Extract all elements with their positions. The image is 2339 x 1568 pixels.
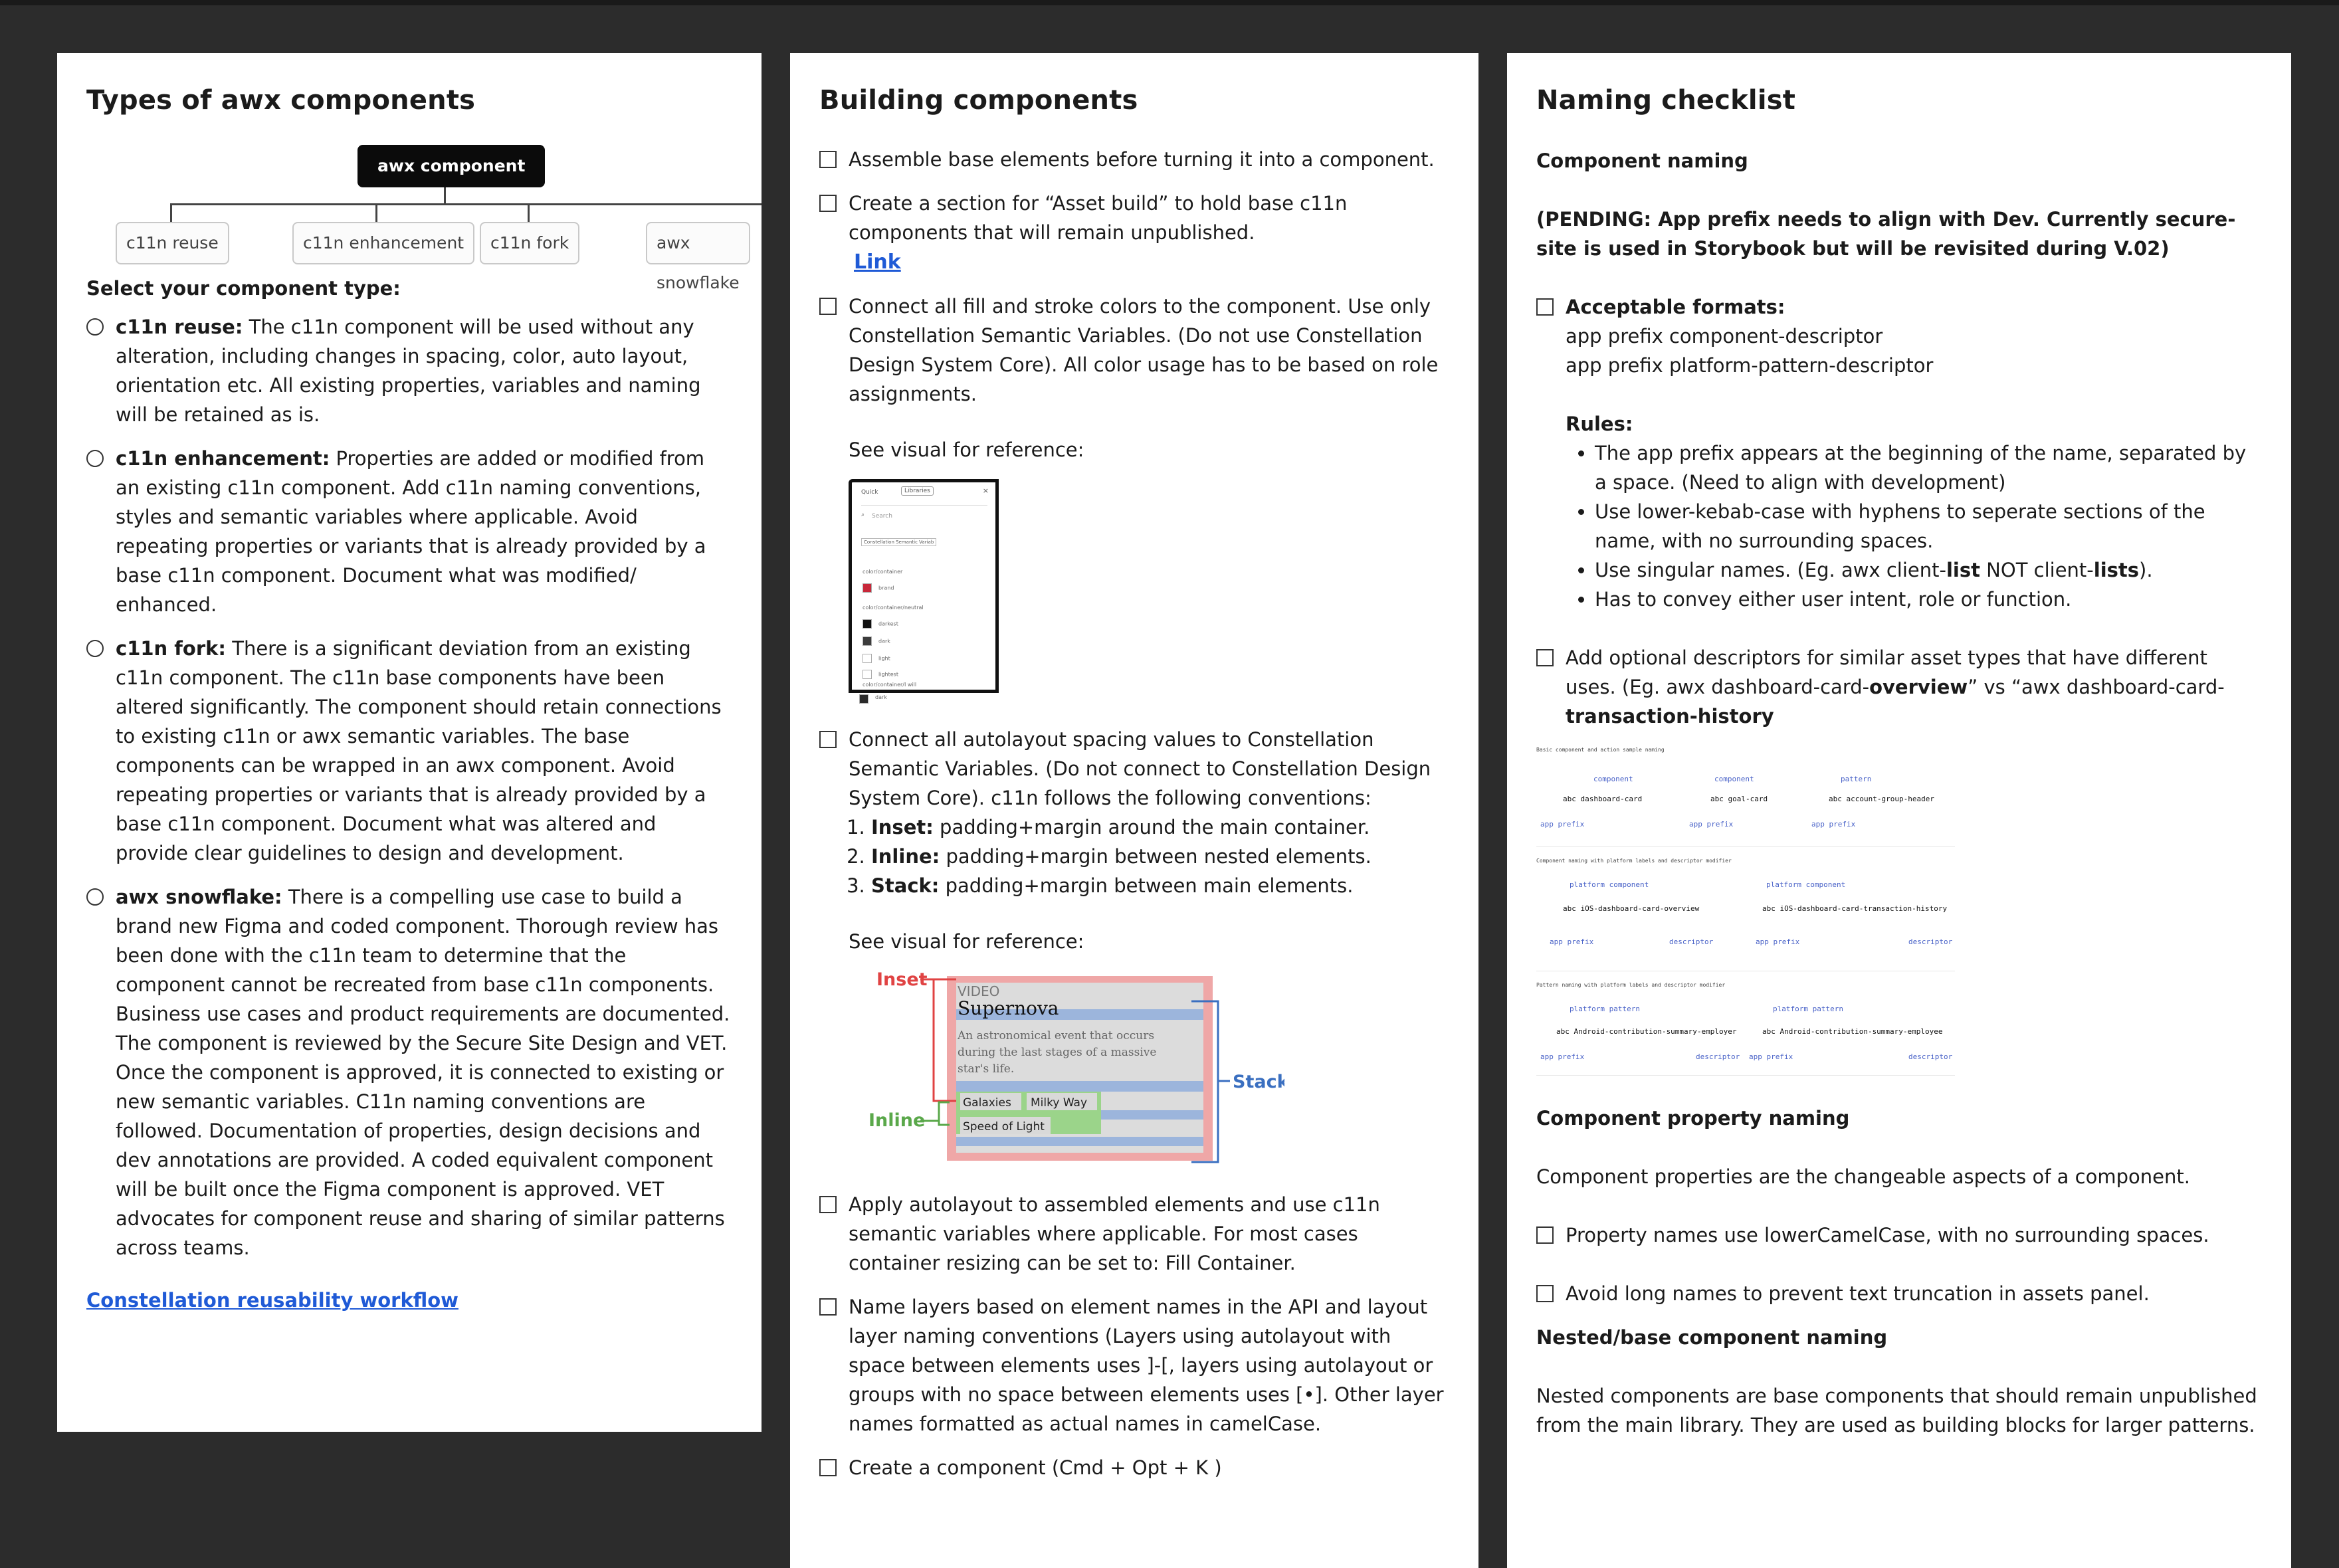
option-text: There is a compelling use case to build a brand new Figma and coded component. Thorough review has been done with the c11n team to determine that the component cannot be recreated from base c11n components. Business use cases and product requirements are documented. The component is reviewed by the Secure Site Design and VET. Once the component is approved, it is connected to existing or new semantic variables. C11n naming conventions are followed. Documentation of properties, design decisions and dev annotations are provided. A coded equivalent component will be built once the Figma component is approved. VET advocates for component reuse and sharing of similar patterns across teams. bbox=[116, 886, 730, 1259]
checklist-item bbox=[819, 145, 1449, 174]
top-bar bbox=[0, 0, 2339, 5]
swatch-name: dark bbox=[875, 694, 887, 700]
see-visual-label: See visual for reference: bbox=[849, 439, 1084, 461]
tree-root-awx-component: awx component bbox=[357, 145, 545, 187]
search-icon: ⌕ bbox=[861, 512, 865, 518]
naming-example-platform: Component naming with platform labels and descriptor modifier platform component platform component abc iOS-dashboard-card-overview abc iOS-dashboard-card-transaction-history app prefix descriptor app prefix descriptor bbox=[1536, 858, 1955, 971]
vars-swatch-row bbox=[863, 637, 890, 646]
checklist-text: Create a component (Cmd + Opt + K ) bbox=[849, 1456, 1222, 1479]
checklist-text: Apply autolayout to assembled elements and use c11n semantic variables where applicable. For most cases container resizing can be set to: Fill Container. bbox=[849, 1193, 1380, 1274]
option-text: The c11n component will be used without any alteration, including changes in spacing, color, auto layout, orientation etc. All existing properties, variables and naming will be retained as is. bbox=[116, 316, 701, 426]
checklist-item bbox=[1536, 1221, 2262, 1250]
panel-title: Building components bbox=[819, 85, 1138, 116]
option-label: c11n reuse: bbox=[116, 316, 243, 338]
checklist-item-formats bbox=[1536, 292, 2262, 614]
format-example: app prefix component-descriptor bbox=[1566, 325, 1883, 347]
checkbox[interactable] bbox=[819, 1459, 837, 1476]
checklist-text: Avoid long names to prevent text truncation in assets panel. bbox=[1566, 1282, 2150, 1305]
swatch-name: lightest bbox=[878, 671, 898, 678]
checkbox[interactable] bbox=[1536, 1285, 1554, 1302]
vars-swatch-row bbox=[863, 654, 890, 663]
tree-node-c11n-fork: c11n fork bbox=[480, 222, 579, 264]
radio-button[interactable] bbox=[86, 640, 104, 657]
pending-note: (PENDING: App prefix needs to align with Dev. Currently secure-site is used in Storybook but will be revisited during V.02) bbox=[1536, 208, 2236, 260]
types-of-components-panel bbox=[57, 53, 762, 1432]
rule-item: • The app prefix appears at the beginning of the name, separated by a space. (Need to align with development) bbox=[1595, 439, 2262, 497]
option-c11n-reuse[interactable] bbox=[86, 312, 732, 429]
format-example: app prefix platform-pattern-descriptor bbox=[1566, 354, 1934, 377]
card-body-line: star's life. bbox=[958, 1062, 1015, 1076]
radio-button[interactable] bbox=[86, 450, 104, 467]
stack-gap bbox=[956, 1137, 1203, 1146]
radio-button[interactable] bbox=[86, 318, 104, 336]
option-awx-snowflake[interactable] bbox=[86, 882, 732, 1262]
card-heading: Supernova bbox=[958, 997, 1059, 1019]
option-text: There is a significant deviation from an existing c11n component. The c11n base components have been altered significantly. The component should retain connections to existing c11n or awx semantic variables. The base components can be wrapped in an awx component. Avoid repeating properties or variants that is already provided by a base c11n component. Document what was altered and provide clear guidelines to design and development. bbox=[116, 637, 722, 864]
swatch bbox=[863, 637, 872, 646]
checklist-text: Create a section for “Asset build” to hold base c11n components that will remain unpublished. bbox=[849, 192, 1348, 244]
checkbox[interactable] bbox=[819, 1196, 837, 1213]
swatch-name: dark bbox=[878, 638, 890, 644]
vars-swatch-row bbox=[849, 693, 999, 706]
swatch bbox=[859, 694, 868, 704]
variables-panel-thumbnail bbox=[849, 479, 999, 693]
tag-label: Milky Way bbox=[1031, 1096, 1088, 1110]
vars-swatch-row bbox=[863, 619, 898, 629]
panel-title: Types of awx components bbox=[86, 85, 476, 116]
constellation-workflow-link[interactable]: Constellation reusability workflow bbox=[86, 1289, 458, 1312]
vars-group: color/container/neutral bbox=[863, 605, 924, 611]
checkbox[interactable] bbox=[819, 151, 837, 168]
section-component-naming: Component naming bbox=[1536, 149, 1748, 172]
convention-inset: 1. Inset: padding+margin around the main container. bbox=[871, 813, 1449, 842]
swatch-name: darkest bbox=[878, 621, 898, 627]
card-overline: VIDEO bbox=[958, 983, 1000, 999]
spacing-diagram bbox=[819, 971, 1284, 1177]
card-body-line: An astronomical event that occurs bbox=[958, 1029, 1155, 1042]
tree-connector bbox=[170, 203, 762, 205]
swatch bbox=[863, 670, 872, 679]
checklist-text: Connect all autolayout spacing values to Constellation Semantic Variables. (Do not connect to Constellation Design System Core). c11n follows the following conventions: bbox=[849, 728, 1431, 809]
vars-tab-libraries: Libraries bbox=[901, 486, 934, 496]
tree-connector bbox=[375, 203, 377, 222]
checklist-item bbox=[819, 1190, 1449, 1278]
checkbox[interactable] bbox=[819, 1298, 837, 1316]
naming-checklist-panel bbox=[1507, 53, 2291, 1568]
checkbox[interactable] bbox=[819, 195, 837, 212]
checkbox[interactable] bbox=[819, 731, 837, 748]
naming-example-basic: Basic component and action sample naming component component pattern abc dashboard-card abc goal-card abc account-group-header app prefix app prefix app prefix bbox=[1536, 747, 1955, 847]
checklist-item bbox=[819, 1292, 1449, 1438]
swatch bbox=[863, 654, 872, 663]
tree-connector bbox=[444, 187, 446, 203]
checklist-item bbox=[819, 1453, 1449, 1482]
divider bbox=[861, 505, 987, 506]
panel-title: Naming checklist bbox=[1536, 85, 1796, 116]
property-description: Component properties are the changeable aspects of a component. bbox=[1536, 1165, 2190, 1188]
close-icon: × bbox=[982, 486, 989, 495]
building-components-panel bbox=[790, 53, 1478, 1568]
formats-label: Acceptable formats: bbox=[1566, 296, 1785, 318]
asset-build-link[interactable]: Link bbox=[854, 250, 901, 274]
stack-label: Stack bbox=[1233, 1072, 1284, 1092]
swatch-name: brand bbox=[878, 585, 894, 591]
swatch bbox=[863, 583, 872, 593]
inset-label: Inset bbox=[876, 971, 928, 990]
checklist-text: Connect all fill and stroke colors to the component. Use only Constellation Semantic Variables. (Do not use Constellation Design System Core). All color usage has to be based on role assignments. bbox=[849, 295, 1439, 405]
rules-label: Rules: bbox=[1566, 413, 1633, 435]
spacing-conventions-list bbox=[849, 813, 1449, 900]
vars-swatch-row bbox=[863, 670, 898, 679]
tree-connector bbox=[170, 203, 172, 222]
checkbox[interactable] bbox=[1536, 298, 1554, 316]
naming-examples bbox=[1536, 747, 2262, 1076]
inline-label: Inline bbox=[868, 1110, 926, 1131]
section-nested-naming: Nested/base component naming bbox=[1536, 1326, 1888, 1349]
checklist-item bbox=[1536, 1279, 2262, 1308]
card-body-line: during the last stages of a massive bbox=[958, 1046, 1157, 1059]
stack-gap bbox=[956, 1081, 1203, 1092]
rules-list bbox=[1566, 439, 2262, 614]
checklist-text: Name layers based on element names in the API and layout layer naming conventions (Layers using autolayout with space between elements uses ]-[, layers using autolayout or groups with no space between elements uses [•]. Other layer names formatted as actual names in camelCase. bbox=[849, 1296, 1444, 1435]
checkbox[interactable] bbox=[1536, 649, 1554, 666]
see-visual-label: See visual for reference: bbox=[849, 930, 1084, 953]
checkbox[interactable] bbox=[1536, 1226, 1554, 1244]
convention-stack: 3. Stack: padding+margin between main elements. bbox=[871, 871, 1449, 900]
option-label: c11n fork: bbox=[116, 637, 227, 660]
option-label: awx snowflake: bbox=[116, 886, 282, 908]
vars-dropdown: Constellation Semantic Variab bbox=[861, 538, 936, 546]
option-c11n-fork[interactable] bbox=[86, 634, 732, 868]
section-property-naming: Component property naming bbox=[1536, 1107, 1850, 1129]
naming-example-pattern: Pattern naming with platform labels and descriptor modifier platform pattern platform pattern abc Android-contribution-summary-employer abc Android-contribution-summary-employee app prefix descriptor app prefix descriptor bbox=[1536, 982, 1955, 1076]
checklist-text: Property names use lowerCamelCase, with no surrounding spaces. bbox=[1566, 1224, 2209, 1246]
select-type-label: Select your component type: bbox=[86, 277, 401, 300]
radio-button[interactable] bbox=[86, 888, 104, 906]
vars-group: color/container bbox=[863, 569, 903, 575]
vars-group: color/container/I will bbox=[863, 682, 917, 688]
checklist-item bbox=[819, 189, 1449, 277]
option-c11n-enhancement[interactable] bbox=[86, 444, 732, 619]
checklist-item-descriptors: Add optional descriptors for similar asset types that have different uses. (Eg. awx dashboard-card-overview” vs “awx dashboard-card-transaction-history bbox=[1536, 643, 2262, 731]
swatch bbox=[863, 619, 872, 629]
checklist-item bbox=[819, 292, 1449, 464]
checklist-text: Assemble base elements before turning it into a component. bbox=[849, 148, 1435, 171]
tree-node-awx-snowflake: awx snowflake bbox=[646, 222, 750, 264]
checklist-item bbox=[819, 725, 1449, 956]
vars-tab-quick: Quick bbox=[861, 489, 878, 496]
spacing-diagram-svg bbox=[819, 971, 1284, 1177]
tree-node-c11n-reuse: c11n reuse bbox=[116, 222, 229, 264]
tree-connector bbox=[528, 203, 530, 222]
rule-item: • Has to convey either user intent, role or function. bbox=[1595, 585, 2262, 614]
tree-node-c11n-enhancement: c11n enhancement bbox=[292, 222, 474, 264]
convention-inline: 2. Inline: padding+margin between nested elements. bbox=[871, 842, 1449, 871]
nested-description: Nested components are base components that should remain unpublished from the main library. They are used as building blocks for larger patterns. bbox=[1536, 1385, 2257, 1436]
swatch-name: light bbox=[878, 655, 890, 662]
rule-item: • Use lower-kebab-case with hyphens to seperate sections of the name, with no surrounding spaces. bbox=[1595, 497, 2262, 555]
rule-item: • Use singular names. (Eg. awx client-list NOT client-lists). bbox=[1595, 555, 2262, 585]
option-text: Properties are added or modified from an existing c11n component. Add c11n naming conventions, styles and semantic variables where applicable. Avoid repeating properties or variants that is already provided by a base c11n component. Document what was modified/ enhanced. bbox=[116, 447, 706, 616]
tag-label: Speed of Light bbox=[963, 1120, 1045, 1133]
vars-search-input: Search bbox=[872, 513, 892, 520]
checkbox[interactable] bbox=[819, 298, 837, 315]
option-label: c11n enhancement: bbox=[116, 447, 330, 470]
vars-swatch-row bbox=[863, 583, 894, 593]
tag-label: Galaxies bbox=[963, 1096, 1011, 1110]
